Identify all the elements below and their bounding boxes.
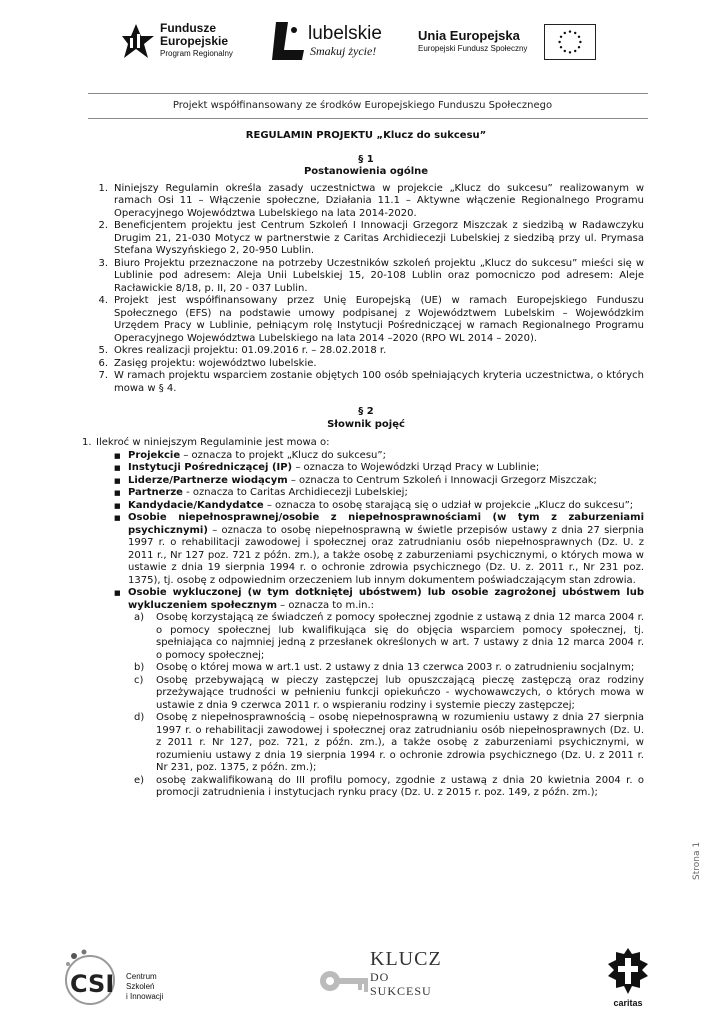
section2-list [82,437,644,450]
document-body [82,130,644,800]
section2-number: § 2 [358,406,374,417]
subitem-text: Osobę korzystającą ze świadczeń z pomocy społecznej zgodnie z ustawą z dnia 12 marca 2004 r. o pomocy społecznej lub kwalifikująca się do objęcia wsparciem pomocy społecznej, tj. spełniająca co najmniej jedną z przesłanek określonych w art. 7 ustawy z dnia 12 marca 2004 r. o pomocy społecznej; [156,612,644,661]
lubelskie-l-icon [268,20,308,64]
list-item [88,220,644,258]
klucz-line1: KLUCZ [370,948,442,970]
item-number: 6. [98,357,108,369]
fe-line2: Europejskie [160,34,229,48]
eu-star-icon [564,50,566,52]
item-text: Projekt jest współfinansowany przez Unię Europejską (UE) w ramach Europejskiego Funduszu Społecznego (EFS) na podstawie umowy podpisanej z Województwem Lubelskim – Wojewódzkim Urzędem Pracy w Lublinie, pełniącym rolę Instytucji Pośredniczącej w ramach Regionalnego Programu Operacyjnego Województwa Lubelskiego na lata 2014 –2020 (RPO WL 2014 – 2020). [114,295,644,344]
item-text: Niniejszy Regulamin określa zasady uczestnictwa w projekcie „Klucz do sukcesu” realizowanym w ramach Osi 11 – Włączenie społeczne, Działania 11.1 – Aktywne włączenie Regionalnego Programu Operacyjnego Województwa Lubelskiego na lata 2014-2020. [114,182,644,219]
eu-star-icon [560,46,562,48]
definition-term: Kandydacie/Kandydatce [128,499,264,511]
item-number: 2. [98,220,108,231]
eu-star-icon [578,46,580,48]
csi-line2: Szkoleń [126,982,155,991]
list-item [82,437,644,450]
section1-number: § 1 [358,153,374,165]
fundusze-europejskie-logo [122,18,252,74]
item-text: Zasięg projektu: województwo lubelskie. [114,357,317,369]
key-icon [318,966,372,996]
lubelskie-logo [268,18,393,74]
eu-star-icon [558,41,560,43]
footer-logos [0,940,725,1015]
definitions-list [110,450,644,800]
subdefinition-item [128,612,644,662]
list-item [88,258,644,296]
ue-line2: Europejski Fundusz Społeczny [418,44,528,53]
subitem-letter: d) [134,712,145,723]
ue-line1: Unia Europejska [418,28,520,43]
item-number: 3. [98,257,108,269]
header-divider-bottom [88,118,648,119]
eu-star-icon [574,32,576,34]
definition-term: Liderze/Partnerze wiodącym [128,474,288,486]
cofinancing-note: Projekt współfinansowany ze środków Europejskiego Funduszu Społecznego [172,100,553,111]
subitem-letter: b) [134,662,145,673]
definition-item [110,500,644,513]
header-logos [0,18,725,74]
caritas-label: caritas [613,998,643,1008]
subdefinition-item [128,675,644,713]
definition-item [110,512,644,587]
definition-item [110,450,644,463]
item-number: 5. [98,345,108,356]
list-item [88,358,644,371]
item-text: Okres realizacji projektu: 01.09.2016 r. – 28.02.2018 r. [114,345,387,356]
page-number-label: Strona 1 [692,841,702,880]
csi-logo [60,948,190,1008]
list-item [88,295,644,345]
caritas-cross-icon [606,946,650,996]
item-text: W ramach projektu wsparciem zostanie objętych 100 osób spełniających kryteria uczestnictwa, o których mowa w § 4. [114,370,644,394]
klucz-line2: DO SUKCESU [370,970,432,998]
fe-star-icon [122,22,156,62]
header-divider [88,93,648,94]
definition-text: – oznacza to m.in.: [277,599,375,611]
subitem-text: osobę zakwalifikowaną do III profilu pomocy, zgodnie z ustawą z dnia 20 kwietnia 2004 r. o promocji zatrudnienia i instytucjach rynku pracy (Dz. U. z 2015 r. poz. 149, z późn. zm.); [156,774,644,798]
subdefinition-item [128,662,644,675]
item-text: Ilekroć w niniejszym Regulaminie jest mowa o: [96,437,330,448]
definition-term: Instytucji Pośredniczącej (IP) [128,462,293,473]
item-number: 7. [98,370,108,381]
section2-title: Słownik pojęć [327,418,405,430]
definition-text: – oznacza to Centrum Szkoleń i Innowacji Grzegorz Miszczak; [287,474,597,486]
eu-star-icon [569,51,571,53]
list-item [88,345,644,358]
document-title: REGULAMIN PROJEKTU „Klucz do sukcesu” [245,130,487,141]
eu-star-icon [560,36,562,38]
subitem-text: Osobę o której mowa w art.1 ust. 2 ustawy z dnia 13 czerwca 2003 r. o zatrudnieniu socjalnym; [156,662,635,673]
definition-item [110,487,644,500]
caritas-logo [600,946,656,1012]
definition-text: - oznacza to Caritas Archidiecezji Lubelskiej; [182,487,408,498]
subdefinition-item [128,775,644,800]
item-number: 1. [82,437,92,448]
section1-title: Postanowienia ogólne [303,166,429,177]
definition-item [110,475,644,488]
definition-term: Osobie niepełnosprawnej/osobie z niepełnosprawnościami (w tym z zaburzeniami psychicznymi) [128,512,644,536]
csi-logo-icon [60,948,122,1008]
definition-text: – oznacza to osobę starającą się o udział w projekcie „Klucz do sukcesu”; [263,499,634,511]
subitem-text: Osobę przebywającą w pieczy zastępczej lub opuszczającą pieczę zastępczą oraz rodziny przeżywające trudności w pełnieniu funkcji opiekuńczo - wychowawczych, o których mowa w ustawie z dnia 9 czerwca 2011 r. o wspieraniu rodziny i systemie pieczy zastępczej; [156,674,644,711]
klucz-do-sukcesu-logo [318,944,442,1010]
subitem-letter: c) [134,674,144,686]
definition-item [110,587,644,800]
item-number: 1. [98,182,108,194]
definition-term: Projekcie [128,449,181,461]
subitem-letter: e) [134,774,145,786]
subitem-text: Osobę z niepełnosprawnością – osobę niepełnosprawną w rozumieniu ustawy z dnia 27 sierpnia 1997 r. o rehabilitacji zawodowej i społecznej oraz zatrudnianiu osób niepełnosprawnych (Dz. U. z 2011 r. Nr 127, poz. 721, z późn. zm.), a także osobę z zaburzeniami psychicznymi, w rozumieniu ustawy z dnia 19 sierpnia 1994 r. o ochronie zdrowia psychicznego (Dz. U. z 2011 r. Nr 231, poz. 1375, z późn. zm.); [156,712,644,773]
section1-list [88,183,644,396]
item-number: 4. [98,295,108,306]
lubelskie-line2: Smakuj życie! [310,44,377,58]
fe-line1: Fundusze [160,21,216,35]
eu-star-icon [578,36,580,38]
subitem-letter: a) [134,612,145,623]
item-text: Biuro Projektu przeznaczone na potrzeby Uczestników szkoleń projektu „Klucz do sukcesu” mieści się w Lublinie pod adresem: Aleja Unii Lubelskiej 15, 20-108 Lublin oraz pomocniczo pod adresem: Aleje Racławickie 8/18, p. II, 20 - 037 Lublin. [114,257,644,294]
definition-term: Osobie wykluczonej (w tym dotkniętej ubóstwem) lub osobie zagrożonej ubóstwem lub wykluczeniem społecznym [128,587,644,611]
subdefinition-item [128,712,644,775]
csi-mark-text: CSI [70,970,115,998]
definition-text: – oznacza to osobę niepełnosprawną w świetle przepisów ustawy z dnia 27 sierpnia 1997 r. o rehabilitacji zawodowej i społecznej oraz zatrudnianiu osób niepełnosprawnych (Dz. U. z 2011 r., Nr 127 poz. 721 z późn. zm.), a także osobę z zaburzeniami psychicznymi, o których mowa w ustawie z dnia 19 sierpnia 1994 r. o ochronie zdrowia psychicznego (Dz. U. z. 2011 r., Nr 231 poz. 1375), tj. osobę z odpowiednim orzeczeniem lub innym dokumentem poświadczającym stan zdrowia. [128,524,644,586]
definition-item [110,462,644,475]
eu-star-icon [579,41,581,43]
list-item [88,370,644,395]
eu-star-icon [574,50,576,52]
unia-europejska-logo [418,18,618,74]
definition-text: – oznacza to projekt „Klucz do sukcesu”; [180,449,386,461]
subdefinition-list [128,612,644,800]
item-text: Beneficjentem projektu jest Centrum Szkoleń I Innowacji Grzegorz Miszczak z siedzibą w Radawczyku Drugim 21, 21-030 Motycz w partnerstwie z Caritas Archidiecezji Lubelskiej z siedzibą przy ul. Prymasa Stefana Wyszyńskiego 2, 20-950 Lublin. [114,220,644,256]
csi-line3: i Innowacji [126,992,164,1001]
list-item [88,183,644,221]
eu-star-icon [564,32,566,34]
eu-star-icon [569,30,571,32]
fe-line3: Program Regionalny [160,49,233,58]
csi-line1: Centrum [126,972,157,981]
definition-term: Partnerze [128,487,183,498]
definition-text: – oznacza to Wojewódzki Urząd Pracy w Lublinie; [292,462,540,473]
eu-flag-icon [544,24,596,60]
lubelskie-line1: lubelskie [308,23,382,44]
